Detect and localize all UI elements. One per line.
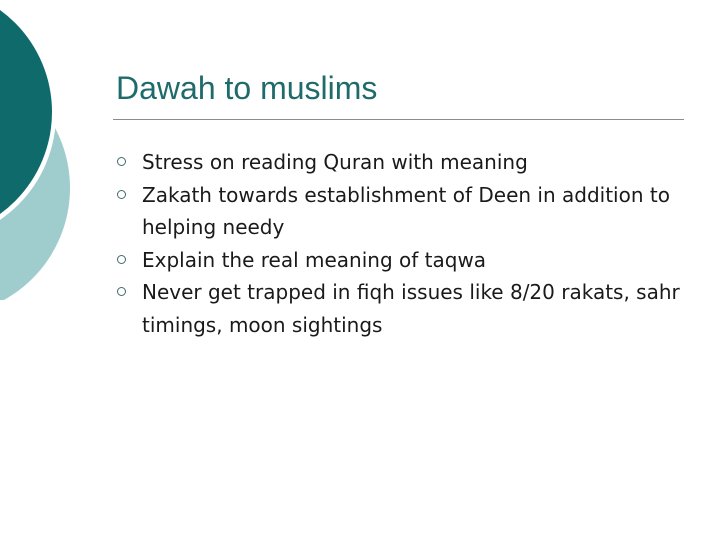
bullet-item: [116, 244, 686, 277]
title-divider: [113, 119, 684, 120]
bullet-item: [116, 276, 686, 341]
bullet-text: Never get trapped in fiqh issues like 8/20 rakats, sahr timings, moon sightings: [142, 280, 680, 337]
bullet-list: [116, 146, 686, 341]
bullet-item: [116, 179, 686, 244]
hollow-circle-icon: [117, 157, 126, 166]
bullet-text: Zakath towards establishment of Deen in addition to helping needy: [142, 182, 670, 239]
bullet-item: [116, 146, 686, 179]
hollow-circle-icon: [117, 255, 126, 264]
decorative-circles: [0, 0, 80, 300]
hollow-circle-icon: [117, 287, 126, 296]
bullet-text: Explain the real meaning of taqwa: [142, 247, 487, 272]
bullet-text: Stress on reading Quran with meaning: [142, 150, 528, 174]
hollow-circle-icon: [117, 190, 126, 199]
slide-title: Dawah to muslims: [116, 70, 378, 106]
